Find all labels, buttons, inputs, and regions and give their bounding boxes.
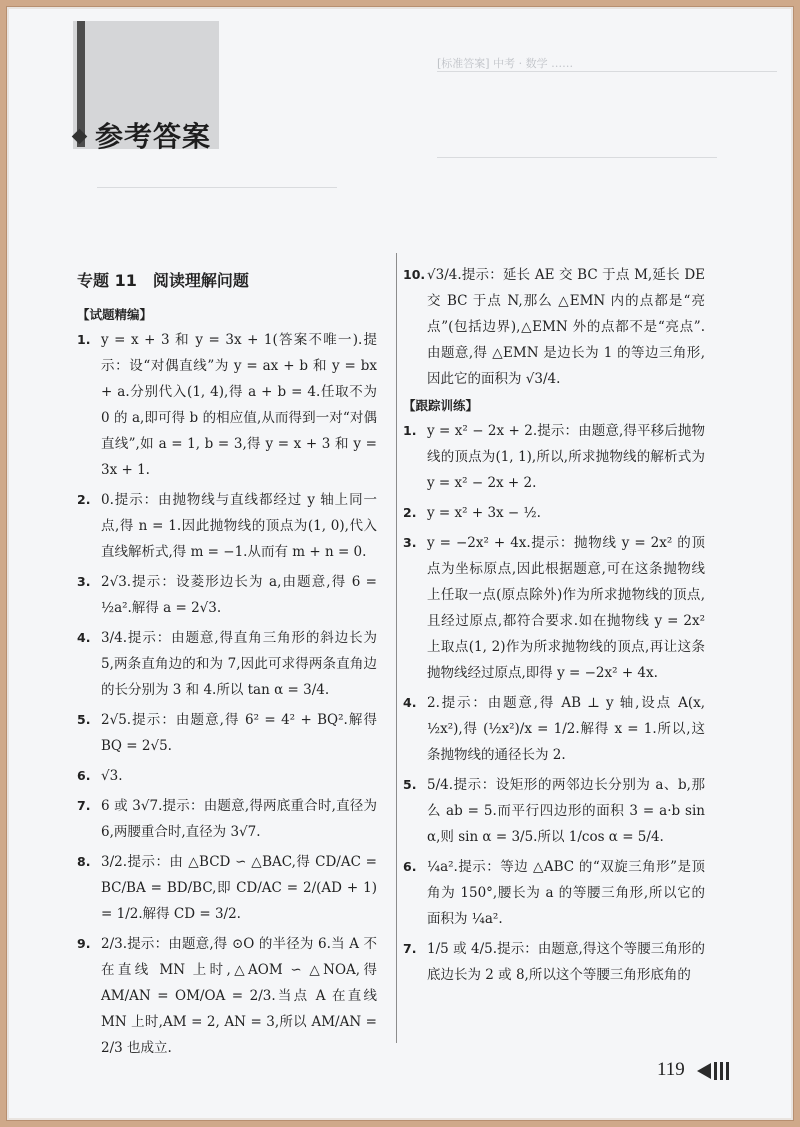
answer-number: 5. bbox=[403, 777, 417, 792]
answer-text: 2√5.提示：由题意,得 6² = 4² + BQ².解得 BQ = 2√5. bbox=[101, 712, 377, 754]
answer-text: √3. bbox=[101, 768, 123, 784]
page-title: 参考答案 bbox=[95, 120, 212, 153]
answer-text: y = x² + 3x − ½. bbox=[427, 505, 541, 521]
answer-text: √3/4.提示：延长 AE 交 BC 于点 M,延长 DE 交 BC 于点 N,那么 △EMN 内的点都是“亮点”(包括边界),△EMN 外的点都不是“亮点”.由题意,得 △EMN 是边长为 1 的等边三角形,因此它的面积为 √3/4. bbox=[427, 267, 705, 387]
page-marker-arrow-icon bbox=[697, 1063, 711, 1079]
answer-number: 1. bbox=[403, 423, 417, 438]
bleed-through-text: [标准答案] 中考 · 数学 …… bbox=[437, 57, 574, 70]
answer-text: y = −2x² + 4x.提示：抛物线 y = 2x² 的顶点为坐标原点,因此根据题意,可在这条抛物线上任取一点(原点除外)作为所求抛物线的顶点,且经过原点,都符合要求.如在抛物线 y = 2x² 上取点(1, 2)作为所求抛物线的顶点,再让这条抛物线经过原点,即得 y = −2x² + 4x. bbox=[427, 535, 705, 681]
page-marker-bar-icon bbox=[714, 1062, 717, 1080]
answer-item bbox=[77, 569, 377, 621]
answer-number: 2. bbox=[77, 492, 91, 507]
answer-text: 0.提示：由抛物线与直线都经过 y 轴上同一点,得 n = 1.因此抛物线的顶点为(1, 0),代入直线解析式,得 m = −1.从而有 m + n = 0. bbox=[101, 492, 377, 560]
answer-item bbox=[403, 936, 705, 988]
answer-item bbox=[77, 625, 377, 703]
answer-number: 1. bbox=[77, 332, 91, 347]
answer-item bbox=[403, 418, 705, 496]
answer-number: 8. bbox=[77, 854, 91, 869]
right-column bbox=[403, 262, 705, 992]
answer-text: 5/4.提示：设矩形的两邻边长分别为 a、b,那么 ab = 5.而平行四边形的面积 3 = a·b sin α,则 sin α = 3/5.所以 1/cos α = 5/4. bbox=[427, 777, 705, 845]
answer-item bbox=[77, 931, 377, 1061]
topic-heading: 专题 11 阅读理解问题 bbox=[77, 271, 249, 290]
answer-number: 2. bbox=[403, 505, 417, 520]
answer-number: 7. bbox=[77, 798, 91, 813]
answer-item bbox=[403, 772, 705, 850]
answer-number: 5. bbox=[77, 712, 91, 727]
answer-item bbox=[403, 690, 705, 768]
answer-number: 6. bbox=[403, 859, 417, 874]
page-number: 119 bbox=[657, 1059, 685, 1080]
answer-item bbox=[77, 763, 377, 789]
answer-text: 6 或 3√7.提示：由题意,得两底重合时,直径为 6,两腰重合时,直径为 3√7. bbox=[101, 798, 377, 840]
answer-item bbox=[403, 500, 705, 526]
answer-item bbox=[77, 487, 377, 565]
column-divider bbox=[396, 253, 397, 1043]
answer-text: 1/5 或 4/5.提示：由题意,得这个等腰三角形的底边长为 2 或 8,所以这个等腰三角形底角的 bbox=[427, 941, 705, 983]
answer-item bbox=[77, 849, 377, 927]
page-marker-bar-icon bbox=[720, 1062, 723, 1080]
answer-text: 2√3.提示：设菱形边长为 a,由题意,得 6 = ½a².解得 a = 2√3. bbox=[101, 574, 377, 616]
answer-number: 7. bbox=[403, 941, 417, 956]
page-marker-bar-icon bbox=[726, 1062, 729, 1080]
document-page bbox=[6, 6, 794, 1121]
answer-text: ¼a².提示：等边 △ABC 的“双旋三角形”是顶角为 150°,腰长为 a 的等腰三角形,所以它的面积为 ¼a². bbox=[427, 859, 705, 927]
answer-item bbox=[77, 327, 377, 483]
bleed-through-line bbox=[97, 187, 337, 188]
answer-text: y = x + 3 和 y = 3x + 1(答案不唯一).提示：设“对偶直线”为 y = ax + b 和 y = bx + a.分别代入(1, 4),得 a + b = 4.任取不为 0 的 a,即可得 b 的相应值,从而得到一对“对偶直线”,如 a = 1, b = 3,得 y = x + 3 和 y = 3x + 1. bbox=[101, 332, 377, 478]
answer-item bbox=[403, 262, 705, 392]
answer-item bbox=[77, 793, 377, 845]
answer-item bbox=[403, 854, 705, 932]
bleed-through-line bbox=[437, 157, 717, 158]
answer-number: 9. bbox=[77, 936, 91, 951]
answer-text: 3/4.提示：由题意,得直角三角形的斜边长为 5,两条直角边的和为 7,因此可求得两条直角边的长分别为 3 和 4.所以 tan α = 3/4. bbox=[101, 630, 377, 698]
answer-text: y = x² − 2x + 2.提示：由题意,得平移后抛物线的顶点为(1, 1),所以,所求抛物线的解析式为 y = x² − 2x + 2. bbox=[427, 423, 705, 491]
left-column bbox=[77, 269, 377, 1065]
answer-text: 3/2.提示：由 △BCD ∽ △BAC,得 CD/AC = BC/BA = BD/BC,即 CD/AC = 2/(AD + 1) = 1/2.解得 CD = 3/2. bbox=[101, 854, 377, 922]
answer-item bbox=[403, 530, 705, 686]
answer-number: 6. bbox=[77, 768, 91, 783]
answer-number: 3. bbox=[403, 535, 417, 550]
section-heading: 【跟踪训练】 bbox=[403, 398, 479, 413]
answer-number: 10. bbox=[403, 267, 426, 282]
answer-text: 2/3.提示：由题意,得 ⊙O 的半径为 6.当 A 不在直线 MN 上时,△AOM ∽ △NOA,得 AM/AN = OM/OA = 2/3.当点 A 在直线 MN 上时,AM = 2, AN = 3,所以 AM/AN = 2/3 也成立. bbox=[101, 936, 377, 1056]
answer-item bbox=[77, 707, 377, 759]
answer-number: 4. bbox=[403, 695, 417, 710]
answer-text: 2.提示：由题意,得 AB ⊥ y 轴,设点 A(x, ½x²),得 (½x²)/x = 1/2.解得 x = 1.所以,这条抛物线的通径长为 2. bbox=[427, 695, 705, 763]
bleed-through-line bbox=[437, 71, 777, 72]
answer-number: 3. bbox=[77, 574, 91, 589]
answer-number: 4. bbox=[77, 630, 91, 645]
section-heading: 【试题精编】 bbox=[77, 307, 153, 322]
